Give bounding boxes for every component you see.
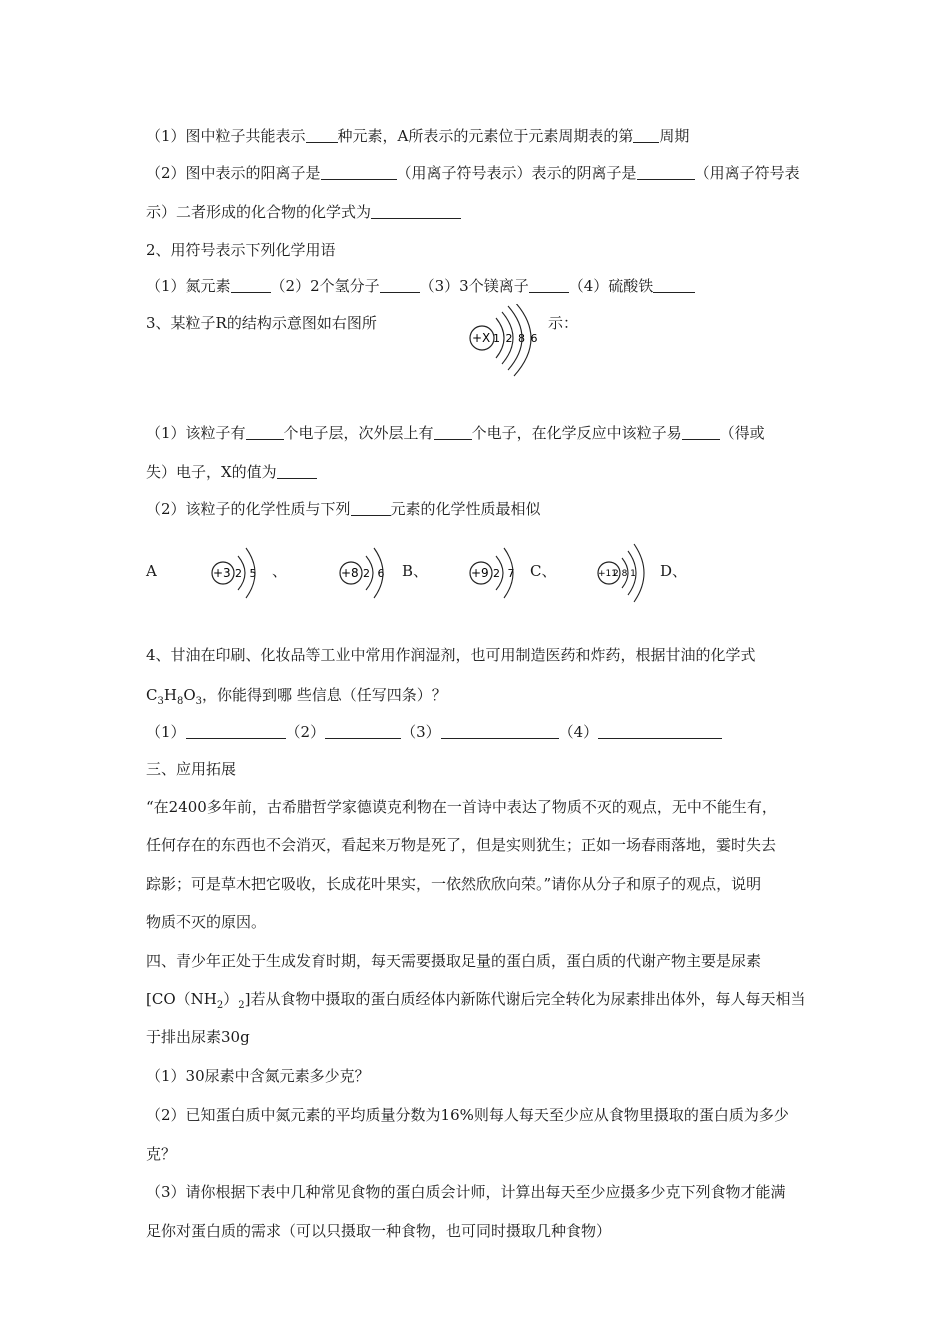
option-a-label: A: [146, 562, 157, 580]
section-4-q3-line-2: 足你对蛋白质的需求（可以只摄取一种食物，也可同时摄取几种食物）: [146, 1222, 612, 1240]
answer-blank[interactable]: [321, 165, 397, 180]
section-4-q2-line-2: 克？: [146, 1145, 177, 1163]
q-particle-line-2: （2）图中表示的阳离子是 （用离子符号表示）表示的阴离子是 （用离子符号表: [146, 164, 800, 182]
section-4-para-3: 于排出尿素30g: [146, 1028, 250, 1046]
answer-blank[interactable]: [633, 128, 659, 143]
section-4-q1: （1）30尿素中含氮元素多少克？: [146, 1067, 370, 1085]
svg-text:2 5: 2 5: [235, 567, 259, 580]
answer-blank[interactable]: [441, 724, 559, 739]
answer-blank[interactable]: [306, 128, 338, 143]
svg-text:+3: +3: [213, 566, 231, 580]
answer-blank[interactable]: [351, 501, 391, 516]
answer-blank[interactable]: [434, 425, 472, 440]
q3-line-3: （2）该粒子的化学性质与下列 元素的化学性质最相似: [146, 500, 541, 518]
q3-line-2: 失）电子，X的值为: [146, 462, 317, 482]
svg-text:+9: +9: [471, 566, 489, 580]
q-symbols-line: （1）氮元素 （2）2个氢分子 （3）3个镁离子 （4）硫酸铁: [146, 276, 695, 296]
answer-blank[interactable]: [231, 278, 271, 293]
nucleus-label: +X: [472, 331, 491, 345]
atom-option-b: [336, 540, 406, 606]
q4-answers: （1） （2） （3） （4）: [146, 722, 722, 742]
answer-blank[interactable]: [653, 278, 695, 293]
svg-text:2 8 1: 2 8 1: [613, 569, 636, 579]
atom-structure-diagram-r: [466, 304, 556, 384]
section-3-para-3: 踪影；可是草木把它吸收，长成花叶果实，一依然欣欣向荣。”请你从分子和原子的观点，说明: [146, 875, 762, 893]
q-symbols-title: 2、用符号表示下列化学用语: [146, 241, 336, 259]
q3-title-end: 示：: [548, 314, 579, 332]
section-4-q2-line-1: （2）已知蛋白质中氮元素的平均质量分数为16%则每人每天至少应从食物里摄取的蛋白质为多少: [146, 1106, 789, 1124]
atom-option-d: [594, 540, 664, 606]
section-4-para-1: 四、青少年正处于生成发育时期，每天需要摄取足量的蛋白质，蛋白质的代谢产物主要是尿素: [146, 952, 762, 970]
shell-electrons: 1 2 8 6: [493, 332, 539, 345]
option-b-label: B、: [402, 562, 429, 580]
q4-line-1: 4、甘油在印刷、化妆品等工业中常用作润湿剂，也可用制造医药和炸药，根据甘油的化学式: [146, 646, 756, 664]
answer-blank[interactable]: [371, 204, 461, 219]
answer-blank[interactable]: [598, 724, 722, 739]
q-particle-line-3: 示）二者形成的化合物的化学式为: [146, 202, 461, 222]
answer-blank[interactable]: [246, 425, 284, 440]
atom-option-c: [466, 540, 536, 606]
answer-blank[interactable]: [186, 724, 286, 739]
section-4-para-2: $[CO(NH_2)_2]$若从食物中摄取的蛋白质经体内新陈代谢后完全转化为尿素排出体外，每人每天相当: [146, 990, 806, 1011]
section-3-para-4: 物质不灭的原因。: [146, 913, 267, 931]
q3-title: 3、某粒子R的结构示意图如右图所: [146, 314, 377, 332]
answer-blank[interactable]: [325, 724, 401, 739]
svg-text:2 7: 2 7: [493, 567, 517, 580]
svg-text:+11: +11: [598, 569, 617, 579]
answer-blank[interactable]: [682, 425, 720, 440]
option-d-label: D、: [660, 562, 688, 580]
q3-line-1: （1）该粒子有 个电子层，次外层上有 个电子，在化学反应中该粒子易 （得或: [146, 424, 765, 442]
answer-blank[interactable]: [380, 278, 420, 293]
q4-line-2: $C_3H_8O_3$，你能得到哪 些信息（任写四条）？: [146, 686, 447, 707]
answer-blank[interactable]: [529, 278, 569, 293]
svg-text:+8: +8: [341, 566, 359, 580]
answer-blank[interactable]: [637, 165, 695, 180]
q-particle-line-1: （1）图中粒子共能表示 种元素，A所表示的元素位于元素周期表的第 周期: [146, 127, 690, 145]
atom-option-a: [208, 540, 278, 606]
option-c-label: C、: [530, 562, 557, 580]
section-3-para-1: “在2400多年前，古希腊哲学家德谟克利物在一首诗中表达了物质不灭的观点，无中不能生有，: [146, 798, 777, 816]
section-3-title: 三、应用拓展: [146, 760, 237, 778]
section-4-q3-line-1: （3）请你根据下表中几种常见食物的蛋白质会计师，计算出每天至少应摄多少克下列食物才能满: [146, 1183, 786, 1201]
section-3-para-2: 任何存在的东西也不会消灭，看起来万物是死了，但是实则犹生；正如一场春雨落地，霎时失去: [146, 836, 777, 854]
answer-blank[interactable]: [277, 464, 317, 479]
svg-text:2 6: 2 6: [363, 567, 387, 580]
option-a-separator: 、: [272, 562, 288, 580]
